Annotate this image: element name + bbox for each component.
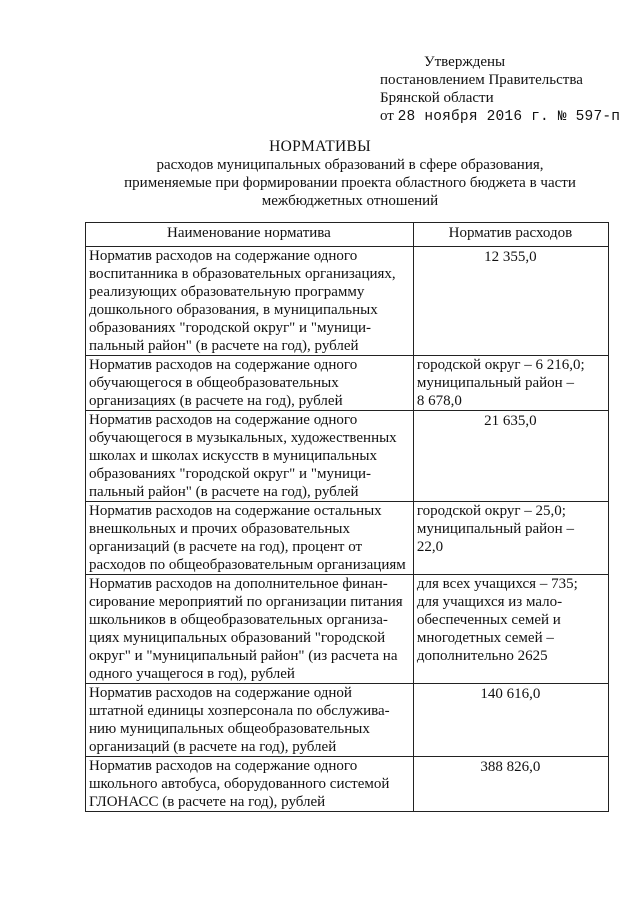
norm-name-line: Норматив расходов на содержание одного [89,357,358,373]
norm-value-cell [413,684,608,757]
norm-name-line: округ" и "муниципальный район" (из расчета на [89,648,398,664]
norm-name-line: организациях (в расчете на год), рублей [89,393,343,409]
table-row [86,502,609,575]
approval-block [380,53,630,126]
norm-value-cell [413,757,608,812]
norm-value-line: 12 355,0 [484,249,537,265]
norm-value-line: обеспеченных семей и [416,612,561,628]
norm-name-line: Норматив расходов на дополнительное финан- [89,576,388,592]
table-row [86,575,609,684]
norm-name-line: обучающегося в общеобразовательных [89,375,339,391]
norm-value-line: городской округ – 25,0; [416,503,566,519]
norm-name-cell [86,684,414,757]
norm-value-line: городской округ – 6 216,0; [416,357,585,373]
norm-value-line: 388 826,0 [480,759,541,775]
norm-value-cell [413,411,608,502]
norm-name-line: Норматив расходов на содержание одной [89,685,352,701]
norm-name-cell [86,502,414,575]
norm-name-line: образованиях "городской округ" и "муници- [89,466,372,482]
norm-value-cell [413,575,608,684]
subtitle-line: применяемые при формировании проекта областного бюджета в части [124,175,576,191]
norm-name-line: школах и школах искусств в муниципальных [89,448,377,464]
norm-name-line: ГЛОНАСС (в расчете на год), рублей [89,794,326,810]
norm-name-line: воспитанника в образовательных организациях, [89,266,396,282]
norm-name-line: внешкольных и прочих образовательных [89,521,350,537]
norm-name-line: школьного автобуса, оборудованного системой [89,776,390,792]
approval-line-region: Брянской области [380,90,494,106]
document-title: НОРМАТИВЫ [269,138,371,155]
header-norm-value: Норматив расходов [413,223,608,247]
table-body [86,247,609,812]
norm-name-cell [86,356,414,411]
norm-name-line: штатной единицы хозперсонала по обслужива- [89,703,390,719]
table-row [86,684,609,757]
table-row [86,411,609,502]
norm-name-line: сирование мероприятий по организации питания [89,594,403,610]
norm-name-line: образованиях "городской округ" и "муници- [89,320,372,336]
document-subtitle [0,156,640,210]
norm-name-line: пальный район" (в расчете на год), рублей [89,484,359,500]
table-header-row [86,223,609,247]
norm-name-line: Норматив расходов на содержание одного [89,758,358,774]
subtitle-line: межбюджетных отношений [261,193,439,209]
norm-value-line: 21 635,0 [484,413,537,429]
norm-value-cell [413,356,608,411]
norm-name-line: расходов по общеобразовательным организациям [89,557,406,573]
approval-date-prefix: от [380,108,394,124]
header-norm-name: Наименование норматива [86,223,414,247]
norm-name-line: циях муниципальных образований "городской [89,630,386,646]
norm-value-cell [413,247,608,356]
norm-name-line: одного учащегося в год), рублей [89,666,295,682]
norm-value-line: муниципальный район – [416,521,574,537]
norm-name-line: организаций (в расчете на год), рублей [89,739,337,755]
norm-value-line: 22,0 [416,539,444,555]
norm-name-cell [86,757,414,812]
norm-name-cell [86,247,414,356]
norms-table [85,222,609,812]
norm-name-line: дошкольного образования, в муниципальных [89,302,378,318]
norm-name-line: организаций (в расчете на год), процент от [89,539,363,555]
norm-name-line: пальный район" (в расчете на год), рублей [89,338,359,354]
norm-name-line: Норматив расходов на содержание остальных [89,503,382,519]
norm-name-line: нию муниципальных общеобразовательных [89,721,370,737]
norm-value-line: 8 678,0 [416,393,462,409]
table-row [86,247,609,356]
subtitle-line: расходов муниципальных образований в сфере образования, [156,157,544,173]
norm-value-line: муниципальный район – [416,375,574,391]
norm-name-cell [86,575,414,684]
norm-value-line: дополнительно 2625 [416,648,548,664]
norm-name-line: Норматив расходов на содержание одного [89,412,358,428]
norm-value-line: 140 616,0 [480,686,541,702]
approval-line-resolution: постановлением Правительства [380,72,583,88]
norm-name-cell [86,411,414,502]
norm-value-line: для учащихся из мало- [416,594,563,610]
norm-value-line: для всех учащихся – 735; [416,576,578,592]
table-row [86,757,609,812]
approval-line-date [380,107,630,126]
norm-value-cell [413,502,608,575]
approval-date-handwritten: 28 ноября 2016 г. № 597-п [397,109,621,125]
norm-name-line: Норматив расходов на содержание одного [89,248,358,264]
norm-value-line: многодетных семей – [416,630,554,646]
norm-name-line: обучающегося в музыкальных, художественных [89,430,397,446]
norm-name-line: школьников в общеобразовательных организа- [89,612,388,628]
approval-line-approved: Утверждены [424,54,506,70]
table-row [86,356,609,411]
norm-name-line: реализующих образовательную программу [89,284,365,300]
